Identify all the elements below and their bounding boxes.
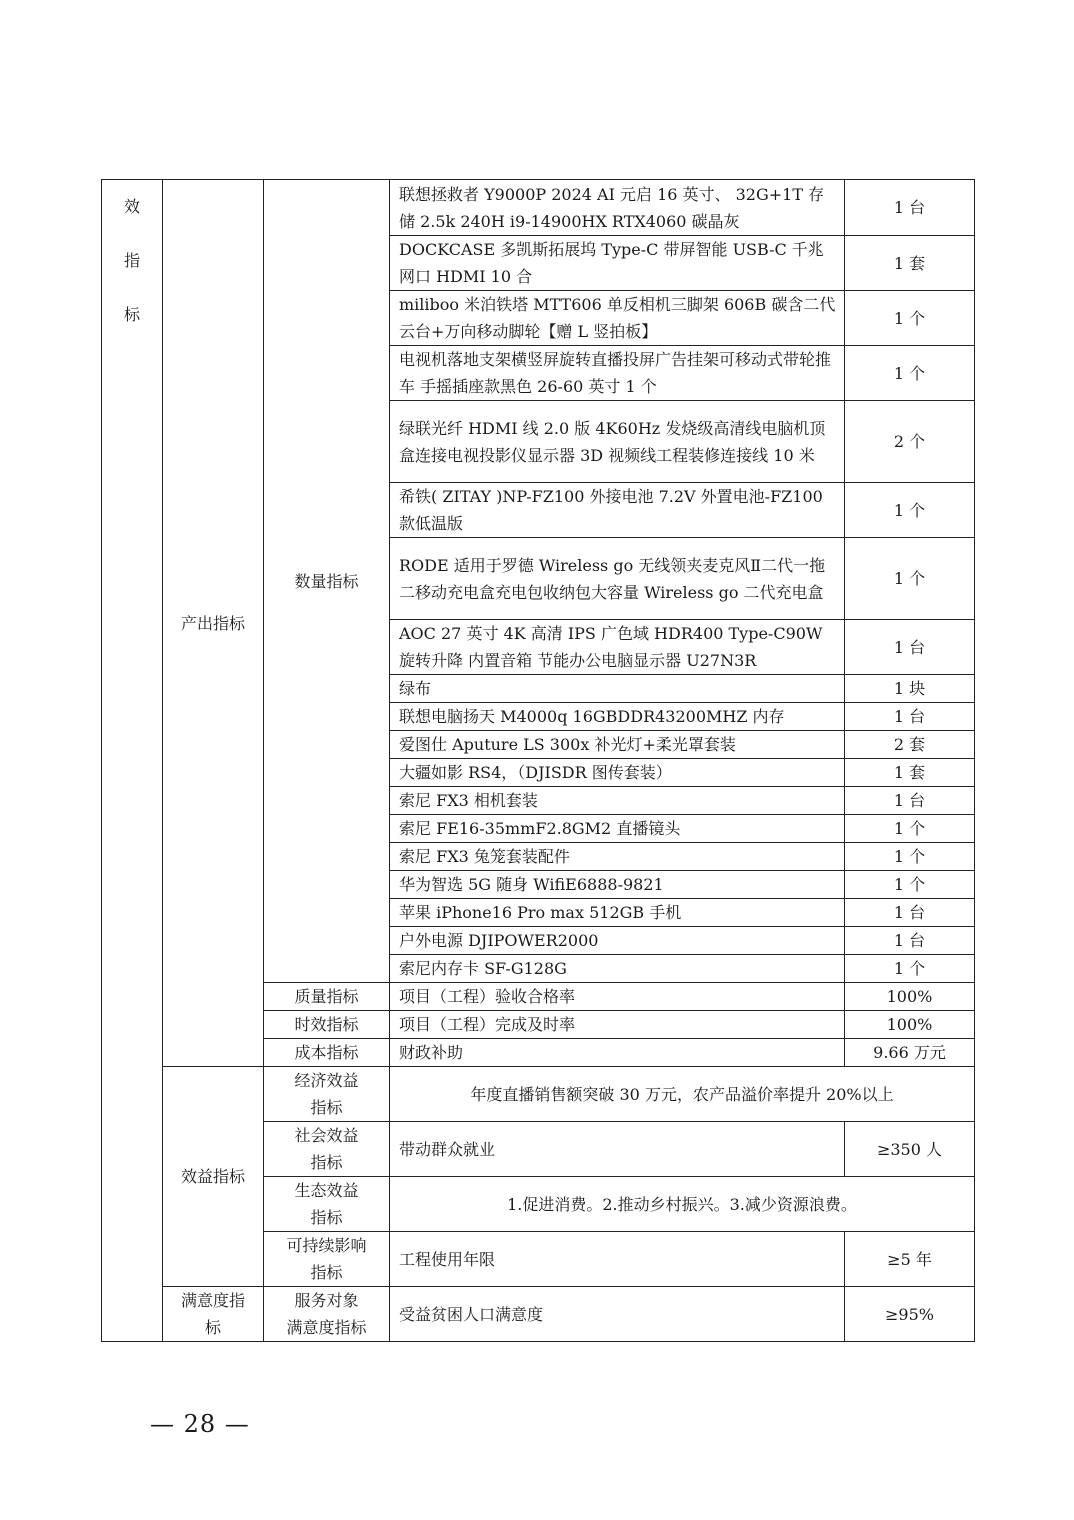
item-quantity: 2 个 xyxy=(845,401,975,483)
item-name: 大疆如影 RS4，（DJISDR 图传套装） xyxy=(390,759,845,787)
timeliness-indicator-label: 时效指标 xyxy=(264,1011,390,1039)
social-benefit-label-line-1: 社会效益 xyxy=(294,1126,359,1145)
item-quantity: 2 套 xyxy=(845,731,975,759)
economic-benefit-label-line-2: 指标 xyxy=(310,1098,343,1117)
section-label-char: 效 xyxy=(123,197,140,216)
sustainable-benefit-label-line-2: 指标 xyxy=(310,1263,343,1282)
economic-benefit-text: 年度直播销售额突破 30 万元，农产品溢价率提升 20%以上 xyxy=(390,1067,975,1122)
table-row xyxy=(102,1287,975,1342)
quantity-indicator-label: 数量指标 xyxy=(264,180,390,983)
cost-indicator-label: 成本指标 xyxy=(264,1039,390,1067)
item-name: 索尼 FX3 兔笼套装配件 xyxy=(390,843,845,871)
item-quantity: 1 台 xyxy=(845,899,975,927)
cost-indicator-value: 9.66 万元 xyxy=(845,1039,975,1067)
item-quantity: 1 台 xyxy=(845,927,975,955)
item-name: AOC 27 英寸 4K 高清 IPS 广色域 HDR400 Type-C90W 旋转升降 内置音箱 节能办公电脑显示器 U27N3R xyxy=(390,620,845,675)
item-name: 绿布 xyxy=(390,675,845,703)
ecological-benefit-label xyxy=(264,1177,390,1232)
table-row xyxy=(102,1067,975,1122)
item-name: 联想电脑扬天 M4000q 16GBDDR43200MHZ 内存 xyxy=(390,703,845,731)
item-quantity: 1 台 xyxy=(845,620,975,675)
satisfaction-label-line-2: 标 xyxy=(204,1318,221,1337)
quality-indicator-label: 质量指标 xyxy=(264,983,390,1011)
item-quantity: 1 套 xyxy=(845,236,975,291)
item-name: 索尼内存卡 SF-G128G xyxy=(390,955,845,983)
item-quantity: 1 台 xyxy=(845,180,975,236)
item-name: 希铁( ZITAY )NP-FZ100 外接电池 7.2V 外置电池-FZ100 款低温版 xyxy=(390,483,845,538)
item-quantity: 1 个 xyxy=(845,871,975,899)
sustainable-benefit-name: 工程使用年限 xyxy=(390,1232,845,1287)
satisfaction-sub-label-line-2: 满意度指标 xyxy=(286,1318,367,1337)
item-name: 苹果 iPhone16 Pro max 512GB 手机 xyxy=(390,899,845,927)
item-name: 索尼 FX3 相机套装 xyxy=(390,787,845,815)
item-name: 户外电源 DJIPOWER2000 xyxy=(390,927,845,955)
item-name: 电视机落地支架横竖屏旋转直播投屏广告挂架可移动式带轮推车 手摇插座款黑色 26-60 英寸 1 个 xyxy=(390,346,845,401)
sustainable-benefit-label-line-1: 可持续影响 xyxy=(286,1236,367,1255)
item-quantity: 1 个 xyxy=(845,843,975,871)
quality-indicator-value: 100% xyxy=(845,983,975,1011)
item-name: 爱图仕 Aputure LS 300x 补光灯+柔光罩套装 xyxy=(390,731,845,759)
economic-benefit-label xyxy=(264,1067,390,1122)
timeliness-indicator-name: 项目（工程）完成及时率 xyxy=(390,1011,845,1039)
satisfaction-label-line-1: 满意度指 xyxy=(180,1291,245,1310)
item-name: DOCKCASE 多凯斯拓展坞 Type-C 带屏智能 USB-C 千兆网口 HDMI 10 合 xyxy=(390,236,845,291)
item-quantity: 1 套 xyxy=(845,759,975,787)
page-number: — 28 — xyxy=(150,1410,250,1438)
item-quantity: 1 个 xyxy=(845,291,975,346)
ecological-benefit-label-line-2: 指标 xyxy=(310,1208,343,1227)
item-name: miliboo 米泊铁塔 MTT606 单反相机三脚架 606B 碳含二代云台+万向移动脚轮【赠 L 竖拍板】 xyxy=(390,291,845,346)
satisfaction-sub-label xyxy=(264,1287,390,1342)
table-row xyxy=(102,180,975,236)
benefit-indicator-label: 效益指标 xyxy=(163,1067,264,1287)
item-quantity: 1 个 xyxy=(845,483,975,538)
satisfaction-sub-label-line-1: 服务对象 xyxy=(294,1291,359,1310)
item-quantity: 1 个 xyxy=(845,538,975,620)
social-benefit-label-line-2: 指标 xyxy=(310,1153,343,1172)
quality-indicator-name: 项目（工程）验收合格率 xyxy=(390,983,845,1011)
item-name: 索尼 FE16-35mmF2.8GM2 直播镜头 xyxy=(390,815,845,843)
item-quantity: 1 台 xyxy=(845,703,975,731)
section-label-char: 指 xyxy=(123,251,140,270)
item-quantity: 1 个 xyxy=(845,346,975,401)
section-label xyxy=(122,180,142,342)
section-label-char: 标 xyxy=(123,305,140,324)
item-quantity: 1 个 xyxy=(845,955,975,983)
ecological-benefit-text: 1.促进消费。2.推动乡村振兴。3.减少资源浪费。 xyxy=(390,1177,975,1232)
satisfaction-name: 受益贫困人口满意度 xyxy=(390,1287,845,1342)
sustainable-benefit-label xyxy=(264,1232,390,1287)
social-benefit-label xyxy=(264,1122,390,1177)
ecological-benefit-label-line-1: 生态效益 xyxy=(294,1181,359,1200)
item-quantity: 1 块 xyxy=(845,675,975,703)
item-quantity: 1 个 xyxy=(845,815,975,843)
item-name: 联想拯救者 Y9000P 2024 AI 元启 16 英寸、 32G+1T 存储 2.5k 240H i9-14900HX RTX4060 碳晶灰 xyxy=(390,180,845,236)
item-name: 华为智选 5G 随身 WifiE6888-9821 xyxy=(390,871,845,899)
satisfaction-value: ≥95% xyxy=(845,1287,975,1342)
satisfaction-indicator-label xyxy=(163,1287,264,1342)
performance-indicator-table xyxy=(101,179,975,1342)
item-name: 绿联光纤 HDMI 线 2.0 版 4K60Hz 发烧级高清线电脑机顶盒连接电视投影仪显示器 3D 视频线工程装修连接线 10 米 xyxy=(390,401,845,483)
item-quantity: 1 台 xyxy=(845,787,975,815)
social-benefit-name: 带动群众就业 xyxy=(390,1122,845,1177)
timeliness-indicator-value: 100% xyxy=(845,1011,975,1039)
social-benefit-value: ≥350 人 xyxy=(845,1122,975,1177)
output-indicator-label: 产出指标 xyxy=(163,180,264,1067)
item-name: RODE 适用于罗德 Wireless go 无线领夹麦克风Ⅱ二代一拖二移动充电盒充电包收纳包大容量 Wireless go 二代充电盒 xyxy=(390,538,845,620)
cost-indicator-name: 财政补助 xyxy=(390,1039,845,1067)
section-label-cell xyxy=(102,180,163,1342)
sustainable-benefit-value: ≥5 年 xyxy=(845,1232,975,1287)
economic-benefit-label-line-1: 经济效益 xyxy=(294,1071,359,1090)
